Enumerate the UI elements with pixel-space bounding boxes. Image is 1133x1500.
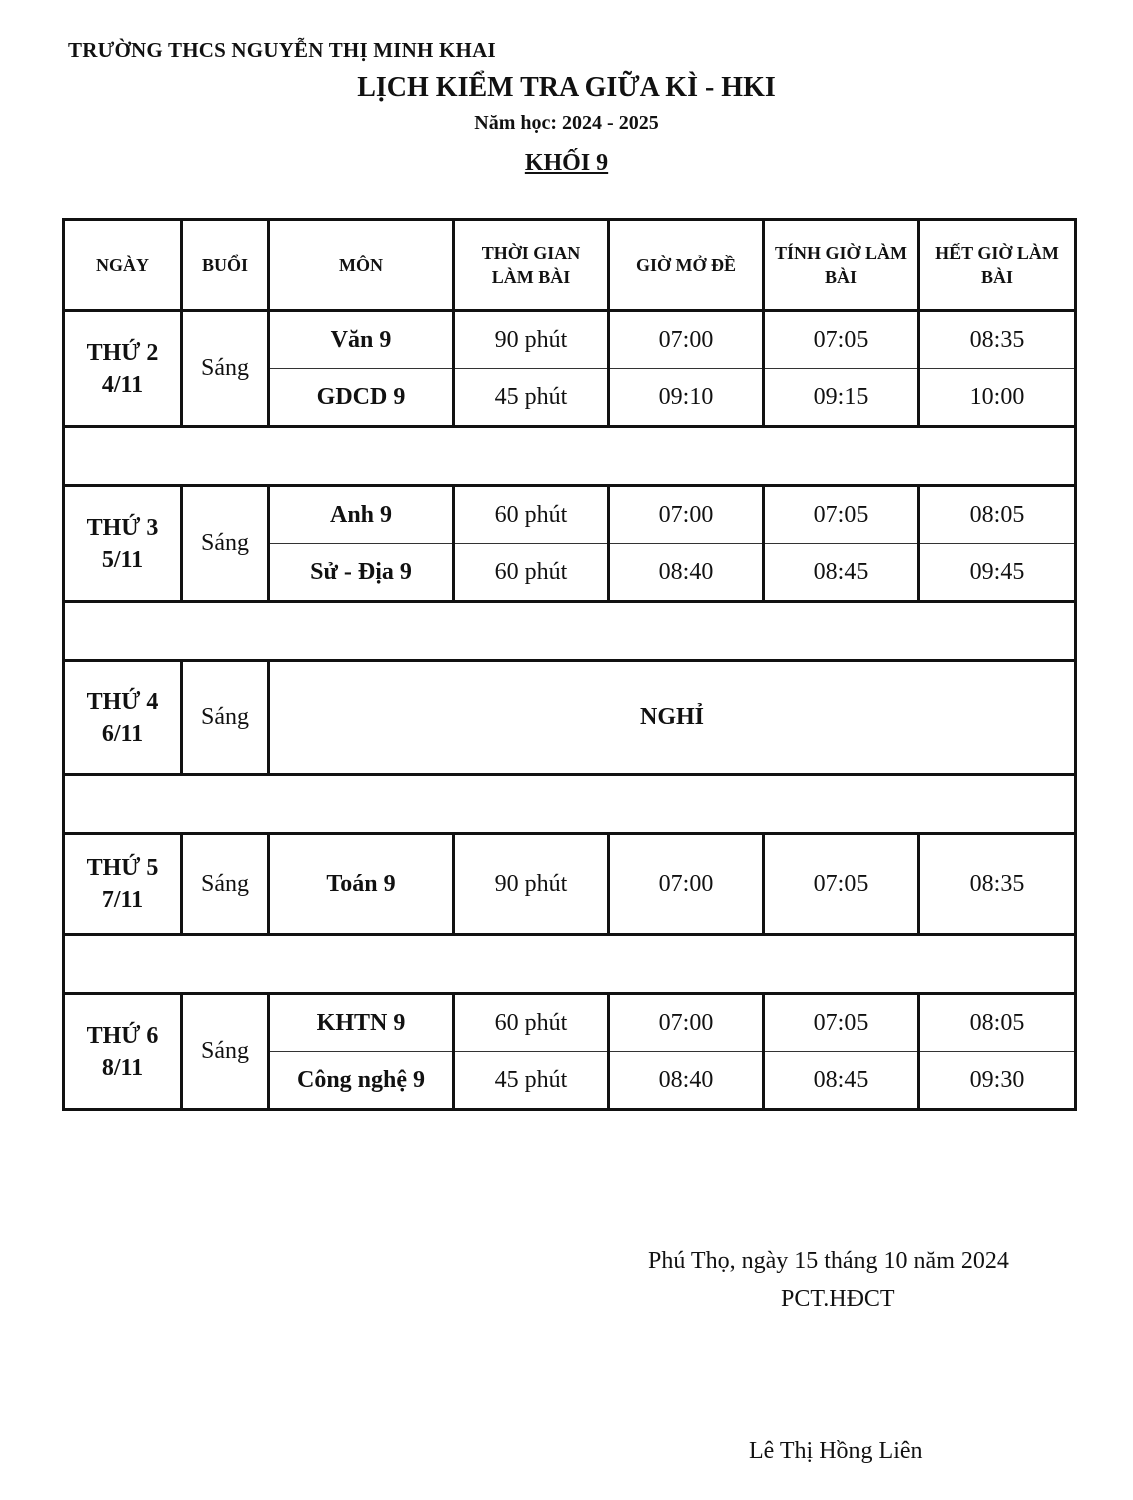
exam-schedule-table bbox=[62, 218, 1077, 1111]
end-time-cell: 08:05 bbox=[919, 486, 1076, 544]
end-time-cell: 09:45 bbox=[919, 544, 1076, 602]
day-off-cell: NGHỈ bbox=[269, 661, 1076, 775]
header-open-time: GIỜ MỞ ĐỀ bbox=[609, 220, 764, 311]
start-time-cell: 07:05 bbox=[764, 994, 919, 1052]
day-cell: THỨ 3 5/11 bbox=[64, 486, 182, 602]
session-cell: Sáng bbox=[182, 994, 269, 1110]
grade-label: KHỐI 9 bbox=[524, 150, 609, 176]
school-name: TRƯỜNG THCS NGUYỄN THỊ MINH KHAI bbox=[68, 38, 496, 62]
document-title: LỊCH KIỂM TRA GIỮA KÌ - HKI bbox=[357, 72, 776, 103]
spacer-row bbox=[64, 775, 1076, 834]
start-time-cell: 07:05 bbox=[764, 311, 919, 369]
school-year: Năm học: 2024 - 2025 bbox=[474, 112, 659, 134]
spacer-row bbox=[64, 602, 1076, 661]
header-duration: THỜI GIAN LÀM BÀI bbox=[454, 220, 609, 311]
table-row bbox=[64, 311, 1076, 369]
spacer-row bbox=[64, 935, 1076, 994]
open-time-cell: 07:00 bbox=[609, 994, 764, 1052]
duration-cell: 90 phút bbox=[454, 311, 609, 369]
header-start-time: TÍNH GIỜ LÀM BÀI bbox=[764, 220, 919, 311]
session-cell: Sáng bbox=[182, 834, 269, 935]
end-time-cell: 08:35 bbox=[919, 834, 1076, 935]
header-subject: MÔN bbox=[269, 220, 454, 311]
open-time-cell: 08:40 bbox=[609, 544, 764, 602]
duration-cell: 60 phút bbox=[454, 544, 609, 602]
subject-cell: Anh 9 bbox=[269, 486, 454, 544]
signer-role: PCT.HĐCT bbox=[781, 1286, 895, 1312]
table-row bbox=[64, 486, 1076, 544]
start-time-cell: 09:15 bbox=[764, 369, 919, 427]
signer-name: Lê Thị Hồng Liên bbox=[749, 1438, 923, 1464]
spacer-row bbox=[64, 427, 1076, 486]
table-row bbox=[64, 661, 1076, 775]
start-time-cell: 07:05 bbox=[764, 486, 919, 544]
session-cell: Sáng bbox=[182, 311, 269, 427]
subject-cell: Công nghệ 9 bbox=[269, 1052, 454, 1110]
start-time-cell: 08:45 bbox=[764, 544, 919, 602]
open-time-cell: 07:00 bbox=[609, 834, 764, 935]
table-row bbox=[64, 834, 1076, 935]
table-row bbox=[64, 994, 1076, 1052]
duration-cell: 60 phút bbox=[454, 486, 609, 544]
duration-cell: 45 phút bbox=[454, 369, 609, 427]
subject-cell: KHTN 9 bbox=[269, 994, 454, 1052]
subject-cell: GDCD 9 bbox=[269, 369, 454, 427]
start-time-cell: 08:45 bbox=[764, 1052, 919, 1110]
open-time-cell: 08:40 bbox=[609, 1052, 764, 1110]
day-cell: THỨ 4 6/11 bbox=[64, 661, 182, 775]
subject-cell: Sử - Địa 9 bbox=[269, 544, 454, 602]
duration-cell: 90 phút bbox=[454, 834, 609, 935]
day-cell: THỨ 6 8/11 bbox=[64, 994, 182, 1110]
end-time-cell: 10:00 bbox=[919, 369, 1076, 427]
open-time-cell: 07:00 bbox=[609, 486, 764, 544]
header-end-time: HẾT GIỜ LÀM BÀI bbox=[919, 220, 1076, 311]
session-cell: Sáng bbox=[182, 486, 269, 602]
duration-cell: 45 phút bbox=[454, 1052, 609, 1110]
open-time-cell: 07:00 bbox=[609, 311, 764, 369]
day-cell: THỨ 5 7/11 bbox=[64, 834, 182, 935]
duration-cell: 60 phút bbox=[454, 994, 609, 1052]
end-time-cell: 08:35 bbox=[919, 311, 1076, 369]
day-cell: THỨ 2 4/11 bbox=[64, 311, 182, 427]
place-date: Phú Thọ, ngày 15 tháng 10 năm 2024 bbox=[648, 1248, 1009, 1274]
start-time-cell: 07:05 bbox=[764, 834, 919, 935]
table-header-row bbox=[64, 220, 1076, 311]
open-time-cell: 09:10 bbox=[609, 369, 764, 427]
subject-cell: Toán 9 bbox=[269, 834, 454, 935]
subject-cell: Văn 9 bbox=[269, 311, 454, 369]
end-time-cell: 08:05 bbox=[919, 994, 1076, 1052]
header-session: BUỔI bbox=[182, 220, 269, 311]
session-cell: Sáng bbox=[182, 661, 269, 775]
header-day: NGÀY bbox=[64, 220, 182, 311]
end-time-cell: 09:30 bbox=[919, 1052, 1076, 1110]
